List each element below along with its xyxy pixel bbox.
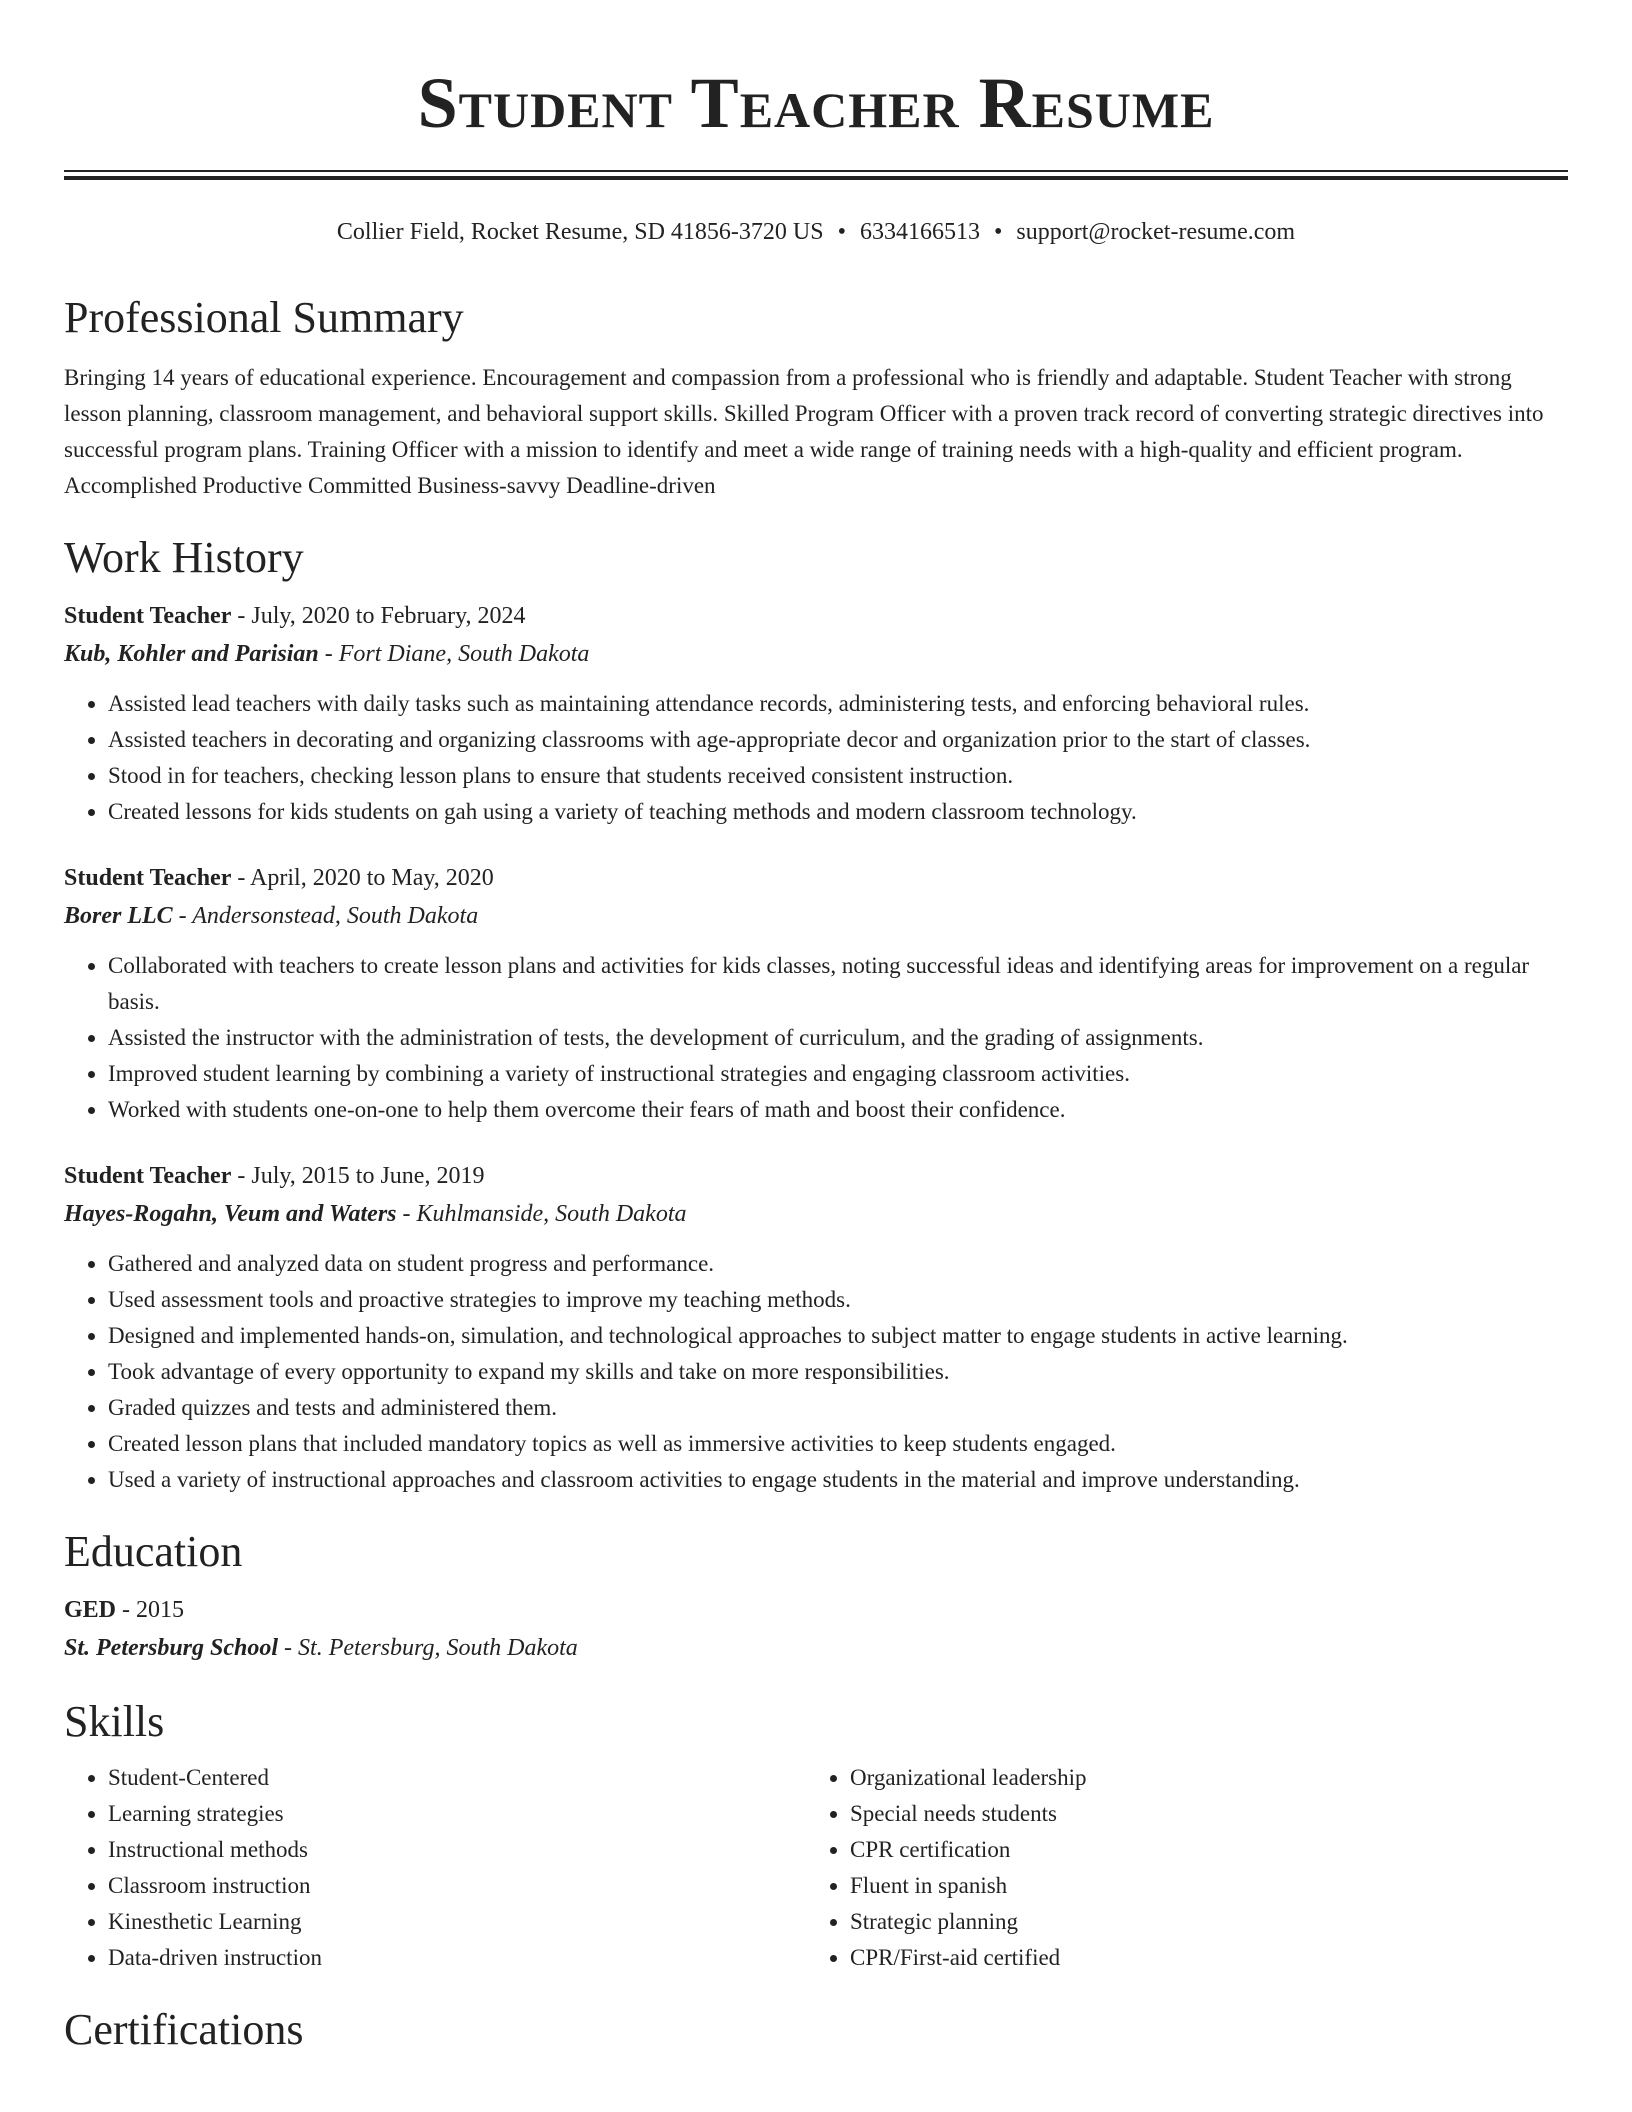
list-item: • Created lessons for kids students on gah using a variety of teaching methods and modern classroom technology. (108, 794, 1568, 830)
skill-item: • Learning strategies (108, 1796, 806, 1832)
list-item: • Created lesson plans that included mandatory topics as well as immersive activities to keep students engaged. (108, 1426, 1568, 1462)
skill-item: • Data-driven instruction (108, 1940, 806, 1976)
list-item: • Gathered and analyzed data on student progress and performance. (108, 1246, 1568, 1282)
skill-item: • Strategic planning (850, 1904, 1548, 1940)
job-title: Student Teacher (64, 603, 232, 629)
contact-separator: • (837, 219, 846, 245)
list-item: • Collaborated with teachers to create lesson plans and activities for kids classes, noting successful ideas and identifying areas for improvement on a regular basis. (108, 948, 1568, 1020)
school-name: St. Petersburg School (64, 1635, 279, 1661)
degree: GED (64, 1597, 117, 1623)
contact-address: Collier Field, Rocket Resume, SD 41856-3720 US (336, 219, 824, 245)
contact-separator: • (993, 219, 1003, 245)
work-history-heading: Work History (64, 533, 304, 582)
resume-title: Student Teacher Resume (417, 63, 1215, 143)
job-title-line (64, 860, 1568, 896)
skill-item: • CPR certification (850, 1832, 1548, 1868)
job-entry (64, 860, 1568, 1128)
resume-page (64, 0, 1568, 2056)
job-dates: - July, 2015 to June, 2019 (231, 1163, 485, 1189)
contact-phone: 6334166513 (859, 219, 980, 245)
job-title-line (64, 598, 1568, 634)
degree-line (64, 1592, 1568, 1628)
skill-item: • Student-Centered (108, 1760, 806, 1796)
list-item: • Assisted lead teachers with daily tasks such as maintaining attendance records, administering tests, and enforcing behavioral rules. (108, 686, 1568, 722)
skills-column-right (806, 1760, 1548, 1976)
list-item: • Used a variety of instructional approaches and classroom activities to engage students in the material and improve understanding. (108, 1462, 1568, 1498)
job-dates: - April, 2020 to May, 2020 (231, 865, 494, 891)
job-employer: Hayes-Rogahn, Veum and Waters (64, 1201, 397, 1227)
skills-bullets (64, 1760, 806, 1976)
job-employer-line (64, 1194, 1568, 1234)
job-location: - Andersonstead, South Dakota (172, 903, 479, 929)
certifications-heading: Certifications (64, 2005, 304, 2054)
list-item: • Assisted teachers in decorating and organizing classrooms with age-appropriate decor and organization prior to the start of classes. (108, 722, 1568, 758)
list-item: • Graded quizzes and tests and administered them. (108, 1390, 1568, 1426)
job-entry (64, 1158, 1568, 1498)
list-item: • Stood in for teachers, checking lesson plans to ensure that students received consistent instruction. (108, 758, 1568, 794)
job-location: - Kuhlmanside, South Dakota (396, 1201, 687, 1227)
list-item: • Improved student learning by combining a variety of instructional strategies and engaging classroom activities. (108, 1056, 1568, 1092)
school-line (64, 1628, 1568, 1668)
job-employer: Kub, Kohler and Parisian (64, 641, 319, 667)
skill-item: • Kinesthetic Learning (108, 1904, 806, 1940)
skill-item: • Special needs students (850, 1796, 1548, 1832)
list-item: • Took advantage of every opportunity to expand my skills and take on more responsibilities. (108, 1354, 1568, 1390)
summary-text: Bringing 14 years of educational experience. Encouragement and compassion from a professional who is friendly and adaptable. Student Teacher with strong lesson planning, classroom management, and behavioral support skills. Skilled Program Officer with a proven track record of converting strategic directives into successful program plans. Training Officer with a mission to identify and meet a wide range of training needs with a high-quality and efficient program. Accomplished Productive Committed Business-savvy Deadline-driven (64, 365, 1544, 498)
title-rule-thin (64, 170, 1568, 172)
job-dates: - July, 2020 to February, 2024 (231, 603, 526, 629)
skill-item: • Instructional methods (108, 1832, 806, 1868)
list-item: • Designed and implemented hands-on, simulation, and technological approaches to subject matter to engage students in active learning. (108, 1318, 1568, 1354)
summary-heading: Professional Summary (64, 293, 464, 342)
title-rule-thick (64, 176, 1568, 180)
education-heading: Education (64, 1527, 243, 1576)
education-entry (64, 1592, 1568, 1668)
skills-column-left (64, 1760, 806, 1976)
skill-item: • CPR/First-aid certified (850, 1940, 1548, 1976)
skill-item: • Fluent in spanish (850, 1868, 1548, 1904)
skills-bullets (806, 1760, 1548, 1976)
job-title-line (64, 1158, 1568, 1194)
job-bullets (64, 948, 1568, 1128)
job-employer: Borer LLC (64, 903, 173, 929)
job-bullets (64, 1246, 1568, 1498)
school-location: - St. Petersburg, South Dakota (278, 1635, 578, 1661)
skills-list (64, 1760, 1568, 1976)
skills-heading: Skills (64, 1697, 165, 1746)
job-title: Student Teacher (64, 865, 232, 891)
list-item: • Assisted the instructor with the administration of tests, the development of curriculum, and the grading of assignments. (108, 1020, 1568, 1056)
job-bullets (64, 686, 1568, 830)
skill-item: • Organizational leadership (850, 1760, 1548, 1796)
degree-year: - 2015 (116, 1597, 185, 1623)
contact-email: support@rocket-resume.com (1016, 219, 1296, 245)
skill-item: • Classroom instruction (108, 1868, 806, 1904)
list-item: • Worked with students one-on-one to help them overcome their fears of math and boost their confidence. (108, 1092, 1568, 1128)
contact-line (64, 216, 1568, 248)
job-employer-line (64, 896, 1568, 936)
job-title: Student Teacher (64, 1163, 232, 1189)
job-entry (64, 598, 1568, 830)
job-location: - Fort Diane, South Dakota (318, 641, 590, 667)
job-employer-line (64, 634, 1568, 674)
list-item: • Used assessment tools and proactive strategies to improve my teaching methods. (108, 1282, 1568, 1318)
